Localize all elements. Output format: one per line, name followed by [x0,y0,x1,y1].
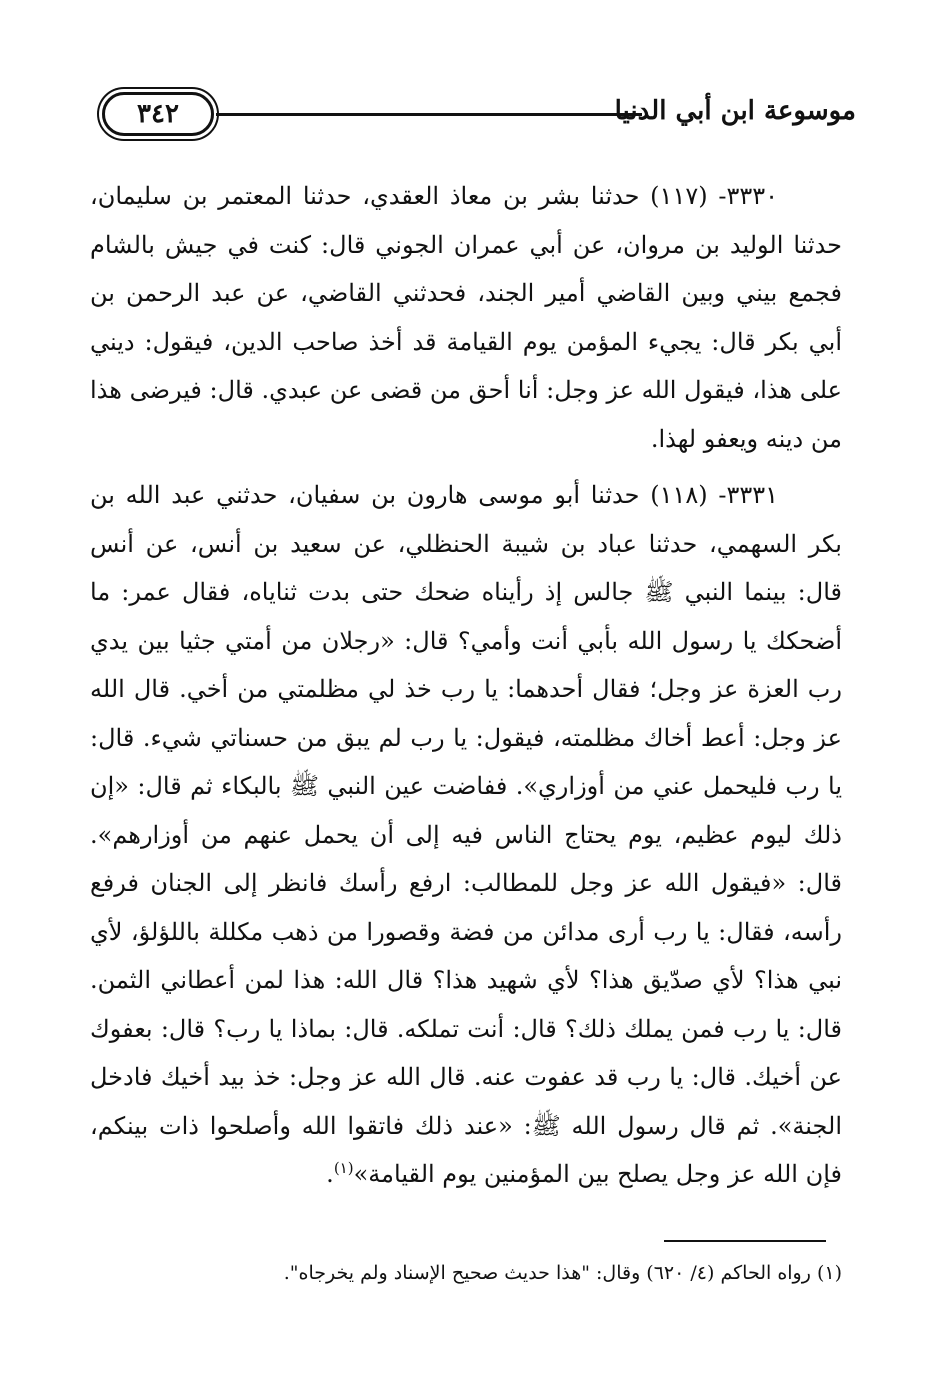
page-number-badge [102,92,214,136]
page-header [90,88,862,174]
page-body [90,172,842,1199]
header-rule [216,113,642,116]
hadith-paragraph [90,172,842,463]
footnote-separator [664,1240,826,1242]
hadith-text: ٣٣٣١- (١١٨) حدثنا أبو موسى هارون بن سفيان، حدثني عبد الله بن بكر السهمي، حدثنا عباد بن شيبة الحنظلي، عن سعيد بن أنس، عن أنس قال: بينما النبي ﷺ جالس إذ رأيناه ضحك حتى بدت ثناياه، فقال عمر: ما أضحكك يا رسول الله بأبي أنت وأمي؟ قال: «رجلان من أمتي جثيا بين يدي رب العزة عز وجل؛ فقال أحدهما: يا رب خذ لي مظلمتي من أخي. قال الله عز وجل: أعط أخاك مظلمته، فيقول: يا رب لم يبق من حسناتي شيء. قال: يا رب فليحمل عني من أوزاري». ففاضت عين النبي ﷺ بالبكاء ثم قال: «إن ذلك ليوم عظيم، يوم يحتاج الناس فيه إلى أن يحمل عنهم من أوزارهم». قال: «فيقول الله عز وجل للمطالب: ارفع رأسك فانظر إلى الجنان فرفع رأسه، فقال: يا رب أرى مدائن من فضة وقصورا من ذهب مكللة باللؤلؤ، لأي نبي هذا؟ لأي صدّيق هذا؟ لأي شهيد هذا؟ قال الله: هذا لمن أعطاني الثمن. قال: يا رب فمن يملك ذلك؟ قال: أنت تملكه. قال: بماذا يا رب؟ قال: بعفوك عن أخيك. قال: يا رب قد عفوت عنه. قال الله عز وجل: خذ بيد أخيك فادخل الجنة». ثم قال رسول الله ﷺ: «عند ذلك فاتقوا الله وأصلحوا ذات بينكم، فإن الله عز وجل يصلح بين المؤمنين يوم القيامة» [90,481,842,1188]
sentence-end: . [326,1160,334,1188]
hadith-paragraph [90,471,842,1199]
page-number: ٣٤٢ [137,99,179,129]
footnote: (١) رواه الحاكم (٤/ ٦٢٠) وقال: "هذا حديث صحيح الإسناد ولم يخرجاه". [283,1262,842,1284]
footnote-marker[interactable]: (١) [333,1159,354,1177]
hadith-text: ٣٣٣٠- (١١٧) حدثنا بشر بن معاذ العقدي، حدثنا المعتمر بن سليمان، حدثنا الوليد بن مروان، عن أبي عمران الجوني قال: كنت في جيش بالشام فجمع بيني وبين القاضي أمير الجند، فحدثني القاضي، عن عبد الرحمن بن أبي بكر قال: يجيء المؤمن يوم القيامة قد أخذ صاحب الدين، فيقول: ديني على هذا، فيقول الله عز وجل: أنا أحق من قضى عن عبدي. قال: فيرضى هذا من دينه ويعفو لهذا. [90,182,842,453]
book-title: موسوعة ابن أبي الدنيا [614,96,856,126]
